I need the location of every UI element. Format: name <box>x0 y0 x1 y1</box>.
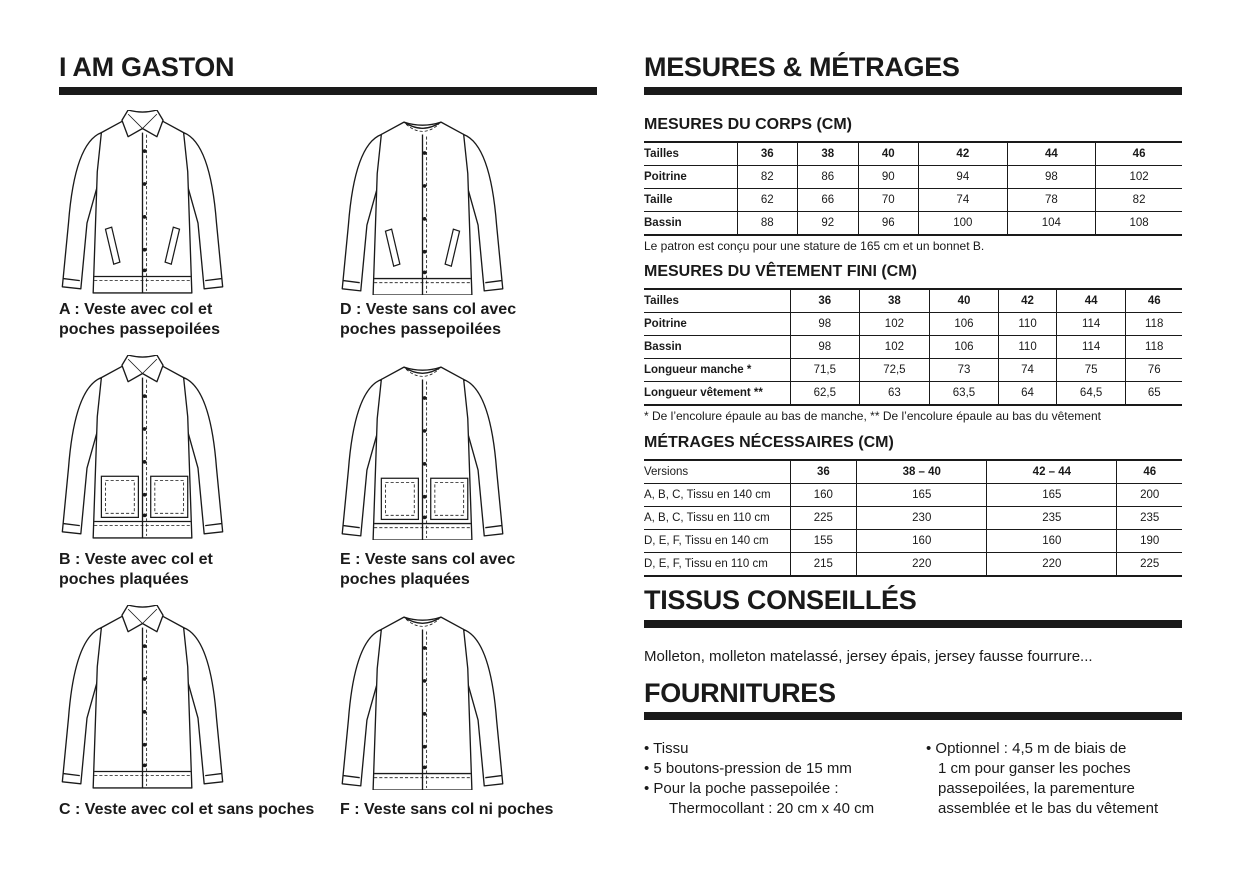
view-b-line2: poches plaquées <box>59 571 189 588</box>
body-measurements-table <box>644 141 1182 236</box>
table-cell: 88 <box>737 212 798 236</box>
header-cell: Tailles <box>644 142 737 166</box>
table-cell: 106 <box>929 336 999 359</box>
table-cell: 220 <box>987 553 1117 577</box>
table-cell: 102 <box>1096 166 1182 189</box>
table-cell: 104 <box>1007 212 1096 236</box>
table-cell: 114 <box>1056 336 1126 359</box>
table-header-row <box>644 142 1182 166</box>
table-cell: 106 <box>929 313 999 336</box>
page-title-right: MESURES & MÉTRAGES <box>644 52 960 82</box>
table-cell: 90 <box>858 166 919 189</box>
table-cell: 118 <box>1126 313 1182 336</box>
table-cell: 160 <box>857 530 987 553</box>
row-label: Poitrine <box>644 313 790 336</box>
table-cell: 64 <box>999 382 1057 406</box>
table-cell: 155 <box>790 530 857 553</box>
supplies-rule <box>644 712 1182 720</box>
header-cell: 36 <box>790 289 860 313</box>
table-cell: 82 <box>737 166 798 189</box>
table-cell: 165 <box>987 484 1117 507</box>
title-rule-right <box>644 87 1182 95</box>
view-c-line1: C : Veste avec col et sans poches <box>59 801 315 818</box>
table-row <box>644 484 1182 507</box>
header-cell: 40 <box>858 142 919 166</box>
header-cell: 44 <box>1056 289 1126 313</box>
table-cell: 66 <box>798 189 859 212</box>
table-cell: 73 <box>929 359 999 382</box>
list-item: • Tissu <box>644 740 689 757</box>
table-cell: 62 <box>737 189 798 212</box>
table-cell: 94 <box>919 166 1008 189</box>
list-item: • Pour la poche passepoilée : <box>644 780 839 797</box>
row-label: Poitrine <box>644 166 737 189</box>
table-cell: 235 <box>1117 507 1182 530</box>
table-cell: 86 <box>798 166 859 189</box>
header-cell: 42 <box>919 142 1008 166</box>
table-header-row <box>644 289 1182 313</box>
header-cell: Tailles <box>644 289 790 313</box>
table-cell: 98 <box>790 336 860 359</box>
table-cell: 78 <box>1007 189 1096 212</box>
view-f-caption <box>340 800 610 820</box>
table-row <box>644 507 1182 530</box>
row-label: Taille <box>644 189 737 212</box>
view-d-line2: poches passepoilées <box>340 321 501 338</box>
view-c-caption <box>59 800 339 820</box>
table-cell: 82 <box>1096 189 1182 212</box>
table-header-row <box>644 460 1182 484</box>
header-cell: 38 <box>798 142 859 166</box>
fabrics-text: Molleton, molleton matelassé, jersey épais, jersey fausse fourrure... <box>644 648 1093 665</box>
jacket-e-illustration <box>340 363 505 540</box>
title-rule-left <box>59 87 597 95</box>
table-cell: 71,5 <box>790 359 860 382</box>
supplies-title: FOURNITURES <box>644 678 836 708</box>
table-cell: 63 <box>860 382 930 406</box>
supplies-list-2 <box>926 739 1158 819</box>
list-item: passepoilées, la parementure <box>938 780 1135 797</box>
header-cell: 36 <box>790 460 857 484</box>
table-cell: 102 <box>860 313 930 336</box>
row-label: A, B, C, Tissu en 140 cm <box>644 484 790 507</box>
table-row <box>644 313 1182 336</box>
header-cell: 46 <box>1096 142 1182 166</box>
header-cell: 46 <box>1117 460 1182 484</box>
table-cell: 70 <box>858 189 919 212</box>
row-label: D, E, F, Tissu en 140 cm <box>644 530 790 553</box>
table-cell: 76 <box>1126 359 1182 382</box>
list-item: Thermocollant : 20 cm x 40 cm <box>669 800 875 817</box>
list-item: assemblée et le bas du vêtement <box>938 800 1159 817</box>
finished-measurements-table <box>644 288 1182 406</box>
table-row <box>644 166 1182 189</box>
table-cell: 96 <box>858 212 919 236</box>
fabrics-title: TISSUS CONSEILLÉS <box>644 585 917 615</box>
header-cell: 44 <box>1007 142 1096 166</box>
table-row <box>644 553 1182 577</box>
table-cell: 74 <box>919 189 1008 212</box>
table-cell: 165 <box>857 484 987 507</box>
table-cell: 160 <box>790 484 857 507</box>
table-row <box>644 530 1182 553</box>
view-e-caption <box>340 550 610 590</box>
table-cell: 72,5 <box>860 359 930 382</box>
header-cell: 36 <box>737 142 798 166</box>
table-row <box>644 212 1182 236</box>
row-label: Bassin <box>644 336 790 359</box>
list-item: • 5 boutons-pression de 15 mm <box>644 760 852 777</box>
table-cell: 215 <box>790 553 857 577</box>
table-cell: 225 <box>1117 553 1182 577</box>
page-title-left: I AM GASTON <box>59 52 235 82</box>
view-d-caption <box>340 300 610 340</box>
header-cell: Versions <box>644 460 790 484</box>
fabrics-rule <box>644 620 1182 628</box>
header-cell: 42 – 44 <box>987 460 1117 484</box>
view-b-caption <box>59 550 329 590</box>
jacket-a-illustration <box>60 110 225 295</box>
table-row <box>644 359 1182 382</box>
table-cell: 62,5 <box>790 382 860 406</box>
yardage-table <box>644 459 1182 577</box>
table-cell: 110 <box>999 336 1057 359</box>
view-e-line1: E : Veste sans col avec <box>340 551 516 568</box>
jacket-d-illustration <box>340 118 505 295</box>
table-cell: 220 <box>857 553 987 577</box>
table-cell: 118 <box>1126 336 1182 359</box>
table-cell: 75 <box>1056 359 1126 382</box>
finished-measurements-note: * De l’encolure épaule au bas de manche, ** De l’encolure épaule au bas du vêtement <box>644 409 1101 423</box>
table-cell: 114 <box>1056 313 1126 336</box>
header-cell: 38 – 40 <box>857 460 987 484</box>
view-e-line2: poches plaquées <box>340 571 470 588</box>
table-row <box>644 336 1182 359</box>
table-cell: 65 <box>1126 382 1182 406</box>
table-cell: 108 <box>1096 212 1182 236</box>
table-cell: 63,5 <box>929 382 999 406</box>
table-cell: 190 <box>1117 530 1182 553</box>
row-label: A, B, C, Tissu en 110 cm <box>644 507 790 530</box>
list-item: • Optionnel : 4,5 m de biais de <box>926 740 1127 757</box>
table-cell: 200 <box>1117 484 1182 507</box>
view-a-line1: A : Veste avec col et <box>59 301 213 318</box>
yardage-heading: MÉTRAGES NÉCESSAIRES (CM) <box>644 434 894 451</box>
table-cell: 225 <box>790 507 857 530</box>
view-a-line2: poches passepoilées <box>59 321 220 338</box>
header-cell: 46 <box>1126 289 1182 313</box>
table-cell: 230 <box>857 507 987 530</box>
table-cell: 110 <box>999 313 1057 336</box>
jacket-b-illustration <box>60 355 225 540</box>
table-cell: 100 <box>919 212 1008 236</box>
table-cell: 98 <box>790 313 860 336</box>
view-b-line1: B : Veste avec col et <box>59 551 213 568</box>
table-cell: 102 <box>860 336 930 359</box>
list-item: 1 cm pour ganser les poches <box>938 760 1131 777</box>
header-cell: 38 <box>860 289 930 313</box>
table-cell: 92 <box>798 212 859 236</box>
row-label: Longueur manche * <box>644 359 790 382</box>
jacket-f-illustration <box>340 613 505 790</box>
table-row <box>644 382 1182 406</box>
row-label: Longueur vêtement ** <box>644 382 790 406</box>
header-cell: 42 <box>999 289 1057 313</box>
header-cell: 40 <box>929 289 999 313</box>
finished-measurements-heading: MESURES DU VÊTEMENT FINI (CM) <box>644 263 917 280</box>
table-cell: 98 <box>1007 166 1096 189</box>
view-d-line1: D : Veste sans col avec <box>340 301 517 318</box>
table-row <box>644 189 1182 212</box>
jacket-c-illustration <box>60 605 225 790</box>
view-f-line1: F : Veste sans col ni poches <box>340 801 554 818</box>
view-a-caption <box>59 300 329 340</box>
row-label: D, E, F, Tissu en 110 cm <box>644 553 790 577</box>
body-measurements-heading: MESURES DU CORPS (CM) <box>644 116 853 133</box>
supplies-list-1 <box>644 739 874 819</box>
table-cell: 160 <box>987 530 1117 553</box>
table-cell: 235 <box>987 507 1117 530</box>
table-cell: 64,5 <box>1056 382 1126 406</box>
body-measurements-note: Le patron est conçu pour une stature de 165 cm et un bonnet B. <box>644 239 985 253</box>
row-label: Bassin <box>644 212 737 236</box>
table-cell: 74 <box>999 359 1057 382</box>
